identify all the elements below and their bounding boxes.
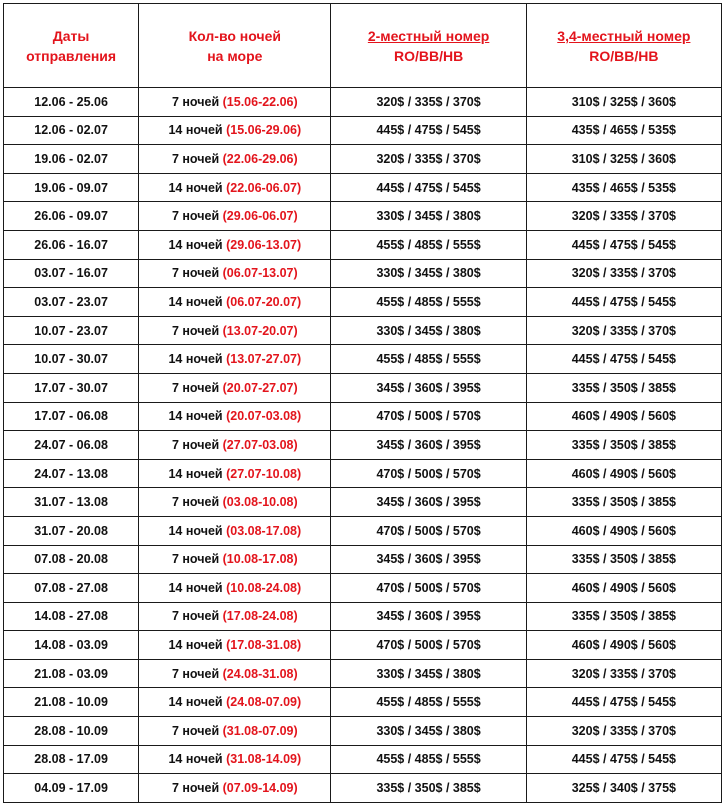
cell-departure-dates: 10.07 - 23.07 [4,316,139,345]
sea-dates: (06.07-20.07) [226,294,302,309]
header-departure-dates-line2: отправления [26,47,117,64]
cell-departure-dates: 31.07 - 20.08 [4,516,139,545]
cell-nights [139,259,331,288]
nights-count: 7 ночей [171,437,220,452]
cell-nights [139,488,331,517]
sea-dates: (15.06-22.06) [222,94,298,109]
table-row [4,574,722,603]
cell-nights [139,145,331,174]
header-triple-room-title: 3,4-местный номер [557,27,691,44]
cell-triple-room-price: 320$ / 335$ / 370$ [526,202,721,231]
sea-dates: (29.06-06.07) [222,209,298,224]
cell-triple-room-price: 435$ / 465$ / 535$ [526,173,721,202]
cell-double-room-price: 470$ / 500$ / 570$ [331,574,526,603]
nights-count: 7 ночей [171,323,220,338]
cell-double-room-price: 455$ / 485$ / 555$ [331,345,526,374]
cell-departure-dates: 24.07 - 13.08 [4,459,139,488]
table-row [4,202,722,231]
cell-triple-room-price: 335$ / 350$ / 385$ [526,373,721,402]
table-row [4,659,722,688]
header-double-room-title: 2-местный номер [367,27,490,44]
cell-nights [139,402,331,431]
cell-double-room-price: 345$ / 360$ / 395$ [331,545,526,574]
cell-double-room-price: 455$ / 485$ / 555$ [331,288,526,317]
nights-count: 14 ночей [168,237,223,252]
sea-dates: (06.07-13.07) [222,266,298,281]
header-triple-room-meal: RO/BB/HB [589,47,659,64]
cell-triple-room-price: 335$ / 350$ / 385$ [526,545,721,574]
cell-double-room-price: 335$ / 350$ / 385$ [331,774,526,803]
cell-double-room-price: 470$ / 500$ / 570$ [331,402,526,431]
cell-double-room-price: 455$ / 485$ / 555$ [331,230,526,259]
tour-price-table [3,3,722,803]
cell-departure-dates: 17.07 - 06.08 [4,402,139,431]
cell-triple-room-price: 335$ / 350$ / 385$ [526,602,721,631]
cell-triple-room-price: 445$ / 475$ / 545$ [526,345,721,374]
cell-departure-dates: 31.07 - 13.08 [4,488,139,517]
cell-triple-room-price: 445$ / 475$ / 545$ [526,288,721,317]
cell-nights [139,745,331,774]
cell-departure-dates: 03.07 - 23.07 [4,288,139,317]
cell-triple-room-price: 460$ / 490$ / 560$ [526,459,721,488]
sea-dates: (24.08-07.09) [226,695,302,710]
sea-dates: (13.07-20.07) [222,323,298,338]
cell-nights [139,316,331,345]
header-departure-dates [4,4,139,88]
cell-nights [139,116,331,145]
cell-nights [139,516,331,545]
table-row [4,288,722,317]
cell-triple-room-price: 435$ / 465$ / 535$ [526,116,721,145]
table-row [4,688,722,717]
cell-nights [139,459,331,488]
cell-triple-room-price: 460$ / 490$ / 560$ [526,631,721,660]
cell-nights [139,88,331,117]
table-row [4,488,722,517]
cell-double-room-price: 455$ / 485$ / 555$ [331,745,526,774]
sea-dates: (29.06-13.07) [226,237,302,252]
table-row [4,316,722,345]
header-nights-at-sea [139,4,331,88]
sea-dates: (24.08-31.08) [222,666,298,681]
table-row [4,230,722,259]
sea-dates: (20.07-03.08) [226,409,302,424]
cell-triple-room-price: 310$ / 325$ / 360$ [526,88,721,117]
cell-double-room-price: 455$ / 485$ / 555$ [331,688,526,717]
cell-double-room-price: 345$ / 360$ / 395$ [331,602,526,631]
nights-count: 7 ночей [171,723,220,738]
nights-count: 14 ночей [168,123,223,138]
cell-departure-dates: 12.06 - 25.06 [4,88,139,117]
nights-count: 7 ночей [171,781,220,796]
cell-double-room-price: 445$ / 475$ / 545$ [331,173,526,202]
cell-triple-room-price: 445$ / 475$ / 545$ [526,230,721,259]
cell-nights [139,688,331,717]
sea-dates: (22.06-29.06) [222,151,298,166]
cell-departure-dates: 19.06 - 09.07 [4,173,139,202]
nights-count: 7 ночей [171,209,220,224]
cell-nights [139,631,331,660]
cell-triple-room-price: 460$ / 490$ / 560$ [526,402,721,431]
cell-triple-room-price: 445$ / 475$ / 545$ [526,688,721,717]
cell-double-room-price: 330$ / 345$ / 380$ [331,659,526,688]
cell-nights [139,431,331,460]
cell-double-room-price: 345$ / 360$ / 395$ [331,373,526,402]
cell-nights [139,288,331,317]
cell-triple-room-price: 320$ / 335$ / 370$ [526,717,721,746]
nights-count: 14 ночей [168,638,223,653]
nights-count: 14 ночей [168,523,223,538]
cell-nights [139,774,331,803]
cell-double-room-price: 470$ / 500$ / 570$ [331,459,526,488]
table-row [4,717,722,746]
cell-double-room-price: 320$ / 335$ / 370$ [331,145,526,174]
sea-dates: (17.08-31.08) [226,638,302,653]
table-row [4,459,722,488]
cell-double-room-price: 320$ / 335$ / 370$ [331,88,526,117]
cell-departure-dates: 04.09 - 17.09 [4,774,139,803]
cell-nights [139,717,331,746]
nights-count: 7 ночей [171,266,220,281]
cell-double-room-price: 330$ / 345$ / 380$ [331,316,526,345]
cell-departure-dates: 24.07 - 06.08 [4,431,139,460]
header-double-room [331,4,526,88]
header-row [4,4,722,88]
cell-nights [139,345,331,374]
table-header [4,4,722,88]
sea-dates: (13.07-27.07) [226,352,302,367]
nights-count: 7 ночей [171,495,220,510]
sea-dates: (27.07-10.08) [226,466,302,481]
table-row [4,116,722,145]
table-row [4,631,722,660]
table-row [4,431,722,460]
table-body [4,88,722,803]
cell-triple-room-price: 335$ / 350$ / 385$ [526,488,721,517]
nights-count: 7 ночей [171,151,220,166]
cell-nights [139,659,331,688]
cell-departure-dates: 28.08 - 10.09 [4,717,139,746]
table-row [4,173,722,202]
sea-dates: (03.08-17.08) [226,523,302,538]
cell-nights [139,230,331,259]
sea-dates: (10.08-24.08) [226,580,302,595]
cell-departure-dates: 03.07 - 16.07 [4,259,139,288]
cell-nights [139,602,331,631]
nights-count: 14 ночей [168,466,223,481]
cell-triple-room-price: 320$ / 335$ / 370$ [526,259,721,288]
nights-count: 14 ночей [168,294,223,309]
table-row [4,345,722,374]
table-row [4,145,722,174]
cell-nights [139,574,331,603]
nights-count: 7 ночей [171,666,220,681]
cell-departure-dates: 17.07 - 30.07 [4,373,139,402]
sea-dates: (31.08-14.09) [226,752,302,767]
cell-departure-dates: 07.08 - 20.08 [4,545,139,574]
cell-departure-dates: 21.08 - 03.09 [4,659,139,688]
cell-departure-dates: 14.08 - 27.08 [4,602,139,631]
cell-triple-room-price: 310$ / 325$ / 360$ [526,145,721,174]
sea-dates: (17.08-24.08) [222,609,298,624]
cell-nights [139,545,331,574]
table-row [4,745,722,774]
cell-triple-room-price: 335$ / 350$ / 385$ [526,431,721,460]
nights-count: 14 ночей [168,580,223,595]
table-row [4,259,722,288]
cell-departure-dates: 07.08 - 27.08 [4,574,139,603]
sea-dates: (20.07-27.07) [222,380,298,395]
cell-double-room-price: 330$ / 345$ / 380$ [331,717,526,746]
nights-count: 14 ночей [168,752,223,767]
cell-nights [139,373,331,402]
table-row [4,774,722,803]
cell-double-room-price: 345$ / 360$ / 395$ [331,488,526,517]
cell-triple-room-price: 325$ / 340$ / 375$ [526,774,721,803]
cell-departure-dates: 14.08 - 03.09 [4,631,139,660]
nights-count: 7 ночей [171,380,220,395]
cell-double-room-price: 330$ / 345$ / 380$ [331,202,526,231]
cell-triple-room-price: 445$ / 475$ / 545$ [526,745,721,774]
cell-double-room-price: 470$ / 500$ / 570$ [331,631,526,660]
cell-double-room-price: 345$ / 360$ / 395$ [331,431,526,460]
cell-departure-dates: 26.06 - 16.07 [4,230,139,259]
cell-nights [139,202,331,231]
cell-departure-dates: 19.06 - 02.07 [4,145,139,174]
sea-dates: (27.07-03.08) [222,437,298,452]
table-row [4,88,722,117]
price-table-container [3,3,722,803]
cell-triple-room-price: 460$ / 490$ / 560$ [526,516,721,545]
nights-count: 7 ночей [171,609,220,624]
nights-count: 14 ночей [168,695,223,710]
header-double-room-meal: RO/BB/HB [393,47,464,64]
cell-triple-room-price: 320$ / 335$ / 370$ [526,659,721,688]
cell-double-room-price: 470$ / 500$ / 570$ [331,516,526,545]
header-nights-line1: Кол-во ночей [188,27,281,44]
cell-double-room-price: 445$ / 475$ / 545$ [331,116,526,145]
header-nights-line2: на море [207,47,263,64]
header-departure-dates-line1: Даты [52,27,90,44]
sea-dates: (03.08-10.08) [222,495,298,510]
cell-departure-dates: 28.08 - 17.09 [4,745,139,774]
table-row [4,602,722,631]
cell-triple-room-price: 460$ / 490$ / 560$ [526,574,721,603]
cell-departure-dates: 10.07 - 30.07 [4,345,139,374]
nights-count: 14 ночей [168,180,223,195]
table-row [4,516,722,545]
cell-departure-dates: 26.06 - 09.07 [4,202,139,231]
sea-dates: (15.06-29.06) [226,123,302,138]
sea-dates: (10.08-17.08) [222,552,298,567]
table-row [4,373,722,402]
sea-dates: (22.06-06.07) [226,180,302,195]
cell-triple-room-price: 320$ / 335$ / 370$ [526,316,721,345]
cell-nights [139,173,331,202]
nights-count: 7 ночей [171,552,220,567]
sea-dates: (31.08-07.09) [222,723,298,738]
nights-count: 14 ночей [168,352,223,367]
sea-dates: (07.09-14.09) [222,781,298,796]
nights-count: 7 ночей [171,94,220,109]
nights-count: 14 ночей [168,409,223,424]
header-triple-room [526,4,721,88]
cell-departure-dates: 12.06 - 02.07 [4,116,139,145]
table-row [4,402,722,431]
table-row [4,545,722,574]
cell-double-room-price: 330$ / 345$ / 380$ [331,259,526,288]
cell-departure-dates: 21.08 - 10.09 [4,688,139,717]
